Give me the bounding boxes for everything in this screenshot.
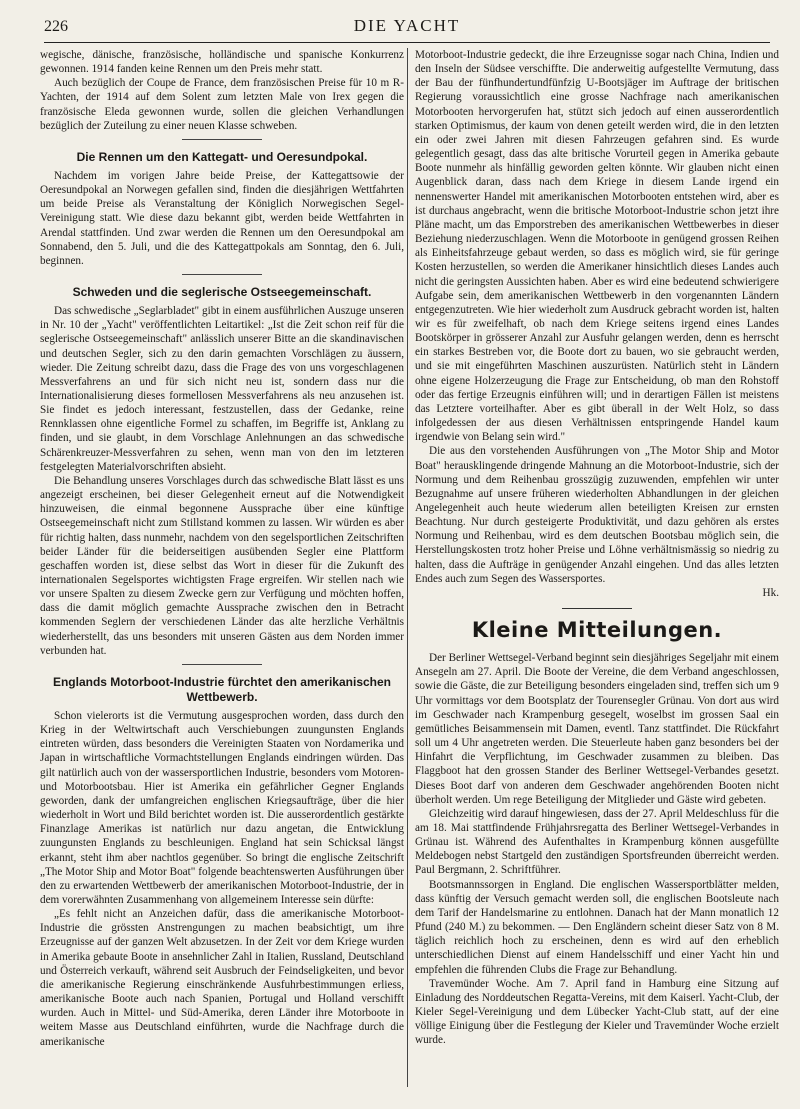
- paragraph: wegische, dänische, französische, holländische und spanische Konkurrenz gewonnen. 1914 fanden keine Rennen um den Preis mehr statt.: [40, 49, 404, 76]
- column-rule: [407, 48, 408, 1087]
- paragraph: Auch bezüglich der Coupe de France, dem französischen Preise für 10 m R-Yachten, der 1914 auf dem Solent zum letzten Male von Irex gegen die französische Eleda gewonnen wurde, sollen die gleichen Verhandlungen bezüglich der Zuteilung zu einer neuen Klasse schweben.: [40, 77, 404, 132]
- section-title: Schweden und die seglerische Ostseegemeinschaft.: [72, 285, 372, 300]
- running-title: DIE YACHT: [353, 16, 461, 35]
- paragraph: Nachdem im vorigen Jahre beide Preise, der Kattegattsowie der Oeresundpokal an Norwegen gefallen sind, finden die diesjährigen Wettfahrten um beide Preise als Veranstaltung der Königlich Norwegischen Segel-Vereinigung statt. Wie diese dazu bekannt gibt, werden beide Wettfahrten in Arendal stattfinden. Und zwar werden die Rennen um den Oeresundpokal am Sonnabend, den 5. Juli, und die des Kattegattpokals am Sonntag, den 6. Juli, beginnen.: [40, 169, 404, 267]
- paragraph: Gleichzeitig wird darauf hingewiesen, dass der 27. April Meldeschluss für die am 18. Mai stattfindende Frühjahrsregatta des Berliner Wettsegel-Verbandes in Grünau ist. Während des Aufenthaltes in Krampenburg können ausgefüllte Meldebogen nebst Startgeld den zuständigen Sportsfreunden überreicht werden. Paul Bergmann, 2. Schriftführer.: [415, 807, 779, 877]
- page-header: [44, 12, 770, 43]
- divider: [562, 608, 632, 609]
- paragraph: Travemünder Woche. Am 7. April fand in Hamburg eine Sitzung auf Einladung des Norddeutschen Regatta-Vereins, mit dem Kaiserl. Yacht-Club, der Kieler Segel-Vereinigung und dem Lübecker Yacht-Club statt, auf der eine völlige Einigung über die Festlegung der Kieler und Travemünder Woche erzielt wurde.: [415, 977, 779, 1047]
- paragraph: Schon vielerorts ist die Vermutung ausgesprochen worden, dass durch den Krieg in der Weltwirtschaft auch Verschiebungen zuungunsten Englands eintreten würden, dass besonders die Vereinigten Staaten von Nordamerika und Japan in wirtschaftliche Vormachtstellungen Englands eindringen würden. Das gilt natürlich auch von der wassersportlichen Industrie, besonders vom Motoren- und Motorbootsbau. Hier ist Amerika ein gefährlicher Gegner Englands geworden, dank der umfangreichen englischen Kriegsaufträge, über die hier wiederholt in Wort und Bild berichtet worden ist. Die ausserordentlich gestärkte Finanzlage Amerikas ist natürlich nur dazu angetan, die Entwicklung zuungunsten Englands zu beschleunigen. England hat sein Schicksal längst erkannt, steht ihm aber nachtlos gegenüber. So bringt die englische Zeitschrift „The Motor Ship and Motor Boat" folgende beachtenswerten Ausführungen über den zu erwartenden Wettbewerb der amerikanischen Motorboot-Industrie, der in dem vorerwähnten Zusammenhang von allgemeinem Interesse sein dürfte:: [40, 709, 404, 906]
- paragraph: Bootsmannssorgen in England. Die englischen Wassersportblätter melden, dass künftig der Versuch gemacht werden soll, die englischen Bootsleute nach dem Tarif der Handelsmarine zu entlohnen. Danach hat der Mann monatlich 12 Pfund (240 M.) zu bekommen. — Den Engländern scheint dieser Satz von 8 M. täglich reichlich hoch zu erscheinen, denn es wird auf den erheblich unterschiedlichen Dienst auf einem Handelsschiff und einer Yacht hin und empfehlen die führenden Clubs die Frage zur Behandlung.: [415, 878, 779, 976]
- paragraph: Die Behandlung unseres Vorschlages durch das schwedische Blatt lässt es uns angezeigt erscheinen, bei dieser Gelegenheit erneut auf die Notwendigkeit hinzuweisen, die einmal begonnene Aussprache über eine künftige Ostseegemeinschaft nicht zum Stillstand kommen zu lassen. Wir würden es aber für richtig halten, dass nunmehr, nachdem von den segelsportlichen Zeitschriften beider Länder für die beiderseitigen ausübenden Segler eine Plattform geschaffen worden ist, diese selbst das Wort in dieser für die Zukunft des internationalen Segelsportes wichtigsten Frage ergreifen. Wir stellen nach wie vor unsere Spalten zu diesem Zwecke gern zur Verfügung und möchten hoffen, dass die damit möglich gemachte Aussprache zwischen den in Betracht kommenden Seglern der verschiedenen Länder das alte herzliche Verhältnis wiederherstellt, das uns besonders mit unseren Gästen aus dem Norden immer verbunden hat.: [40, 474, 404, 657]
- paragraph: Motorboot-Industrie gedeckt, die ihre Erzeugnisse sogar nach China, Indien und den Inseln der Südsee verschiffte. Die anderweitig aufgestellte Vermutung, dass der Bau der fünfhundertundfünfzig U-Bootsjäger im Auftrage der britischen Regierung voraussichtlich eine grosse Nachfrage nach amerikanischen Motorbooten hervorgerufen hat, stützt sich jedoch auf einen ausserordentlich starken Optimismus, der kaum von denen geteilt werden wird, die in den letzten ein oder zwei Jahren mit diesen Fahrzeugen gefahren sind. Es wurde gelegentlich gesagt, dass das alte britische Vorurteil gegen in Amerika gebaute Boote nunmehr als hinfällig geworden gelten könnte. Wir glauben nicht einen Augenblick daran, dass nach dem Kriege in diesem Lande irgend ein nennenswerter Handel mit amerikanischen Motorbooten entstehen wird, aber es ist durchaus angebracht, wenn die britische Motorboot-Industrie schon jetzt ihre Pläne macht, um das Emporstreben des amerikanischen Wettbewerbes in dieser Beziehung niederzuschlagen. Wenn die Motorboote in genügend grossen Reihen als Einheitsfahrzeuge gebaut werden, so dass es möglich wird, sie für geringe Kosten herzustellen, so werden die Amerikaner hinsichtlich dieses Landes auch nicht die geringsten Aussichten haben. Aber es wird eine bedeutend schwierigere Aufgabe sein, dem amerikanischen Wettbewerb in den vorgenannten Ländern entgegenzutreten. Wie hier wiederholt zum Ausdruck gebracht worden ist, halten wir es für zweifelhaft, ob nach dem Kriege seitens irgend eines Landes Bootskörper in grösserer Anzahl zur Ausfuhr gelangen werden, denn es herrscht ein starkes Bestreben vor, die Boote dort zu bauen, wo sie gebraucht werden, und sie mit eingeführten Maschinen auszurüsten. Natürlich steht in Ländern ohne eigene Holzerzeugung die Frage zur Entscheidung, ob man den Rohstoff oder das fertige Erzeugnis einführen will; und in derartigen Fällen ist meistens das Letztere vorteilhafter. Aber es gibt überall in der Welt Holz, so dass infolgedessen der aus diesen Verhältnissen entspringende Handel kaum irgendwie von Belang sein wird.": [415, 49, 779, 444]
- divider: [182, 139, 262, 140]
- paragraph: Die aus den vorstehenden Ausführungen von „The Motor Ship and Motor Boat" herausklingende dringende Mahnung an die Motorboot-Industrie, sich der Normung und dem Reihenbau grosszügig zuzuwenden, empfehlen wir unter Bezugnahme auf unsere früheren wiederholten Abhandlungen in der gleichen Angelegenheit auch heute wiederum allen beteiligten Kreisen zur ernsten Beachtung. Nur durch gesteigerte Produktivität, und dazu gehören als erstes Normung und Reihenbau, wird es dem deutschen Bootsbau möglich sein, die Herstellungskosten trotz hoher Preise und Löhne verhältnismässig so niedrig zu halten, dass die Aufträge in genügender Anzahl eingehen. Und das alles letzten Endes auch zum Segen des Wassersportes.: [415, 445, 779, 585]
- right-column: [415, 48, 779, 1089]
- paragraph: Das schwedische „Seglarbladet" gibt in einem ausführlichen Auszuge unseren in Nr. 10 der „Yacht" veröffentlichten Leitartikel: „Ist die Zeit schon reif für die seglerische Ostseegemeinschaft" anlässlich unserer Bitte an die skandinavischen und deutschen Segler, sich zu den darin gemachten Vorschlägen zu äussern, wieder. Die Zeitung schreibt dazu, dass die Frage des von uns vorgeschlagenen Messverfahrens an und für sich nicht neu ist, sondern dass nur die Internationalisierung dieses formellosen Messverfahrens als neu anzusehen ist. Sie findet es jedoch interessant, festzustellen, dass der Gedanke, reine Rennklassen ohne eigentliche Formel zu schaffen, im Begriffe ist, Anklang zu finden, und sie glaubt, in dem Vorschlage Anlehnungen an das schwedische Schärenkreuzer-Messverfahren zu sehen, wenn man von den im letzteren festgelegten Materialvorschriften absieht.: [40, 305, 404, 473]
- page-number: 226: [44, 18, 68, 35]
- paragraph: Der Berliner Wettsegel-Verband beginnt sein diesjähriges Segeljahr mit einem Ansegeln am 27. April. Die Boote der Vereine, die dem Verband angeschlossen, sowie die Gäste, die zur Beteiligung besonders eingeladen sind, treffen sich um 9 Uhr vormittags vor dem Bootsplatz der Tourensegler Grünau. Von dort aus wird im Geschwader nach Krampenburg gesegelt, woselbst im grossen Saal ein gemütliches Beisammensein mit Damen, eventl. Tanz stattfindet. Die Rückfahrt soll um 4 Uhr angetreten werden. Die Steuerleute haben ganz besonders bei der Hinfahrt die Verpflichtung, im Geschwader zusammen zu bleiben. Das Flaggboot hat den grossen Stander des Berliner Wettsegel-Verbandes gesetzt. Dieses Boot darf von anderen dem Geschwader angehörenden Booten nicht überholt werden. Um rege Beteiligung der Mitglieder und Gäste wird gebeten.: [415, 652, 779, 806]
- author-signature: Hk.: [762, 586, 779, 599]
- paragraph: „Es fehlt nicht an Anzeichen dafür, dass die amerikanische Motorboot-Industrie die grössten Anstrengungen zu machen beabsichtigt, um ihre Erzeugnisse auf der ganzen Welt abzusetzen. In der Zeit vor dem Kriege wurden in Amerika gebaute Boote in ansehnlicher Zahl in Italien, Russland, Deutschland und Österreich verkauft, während seit Ausbruch der Feindseligkeiten, und bevor die amerikanische Regierung einschränkende Ausfuhrbestimmungen erliess, amerikanische Boote auch nach Spanien, Portugal und Holland verschifft wurden. Auch in Mittel- und Süd-Amerika, deren Länder ihre Motorboote in weitem Masse aus Deutschland einführten, wurde die Nachfrage durch die amerikanische: [40, 908, 404, 1048]
- news-heading: Kleine Mitteilungen.: [471, 618, 723, 643]
- section-title: Die Rennen um den Kattegatt- und Oeresundpokal.: [76, 149, 368, 164]
- left-column: [40, 48, 404, 1089]
- section-title: Englands Motorboot-Industrie fürchtet den amerikanischen Wettbewerb.: [52, 674, 392, 704]
- divider: [182, 664, 262, 665]
- divider: [182, 274, 262, 275]
